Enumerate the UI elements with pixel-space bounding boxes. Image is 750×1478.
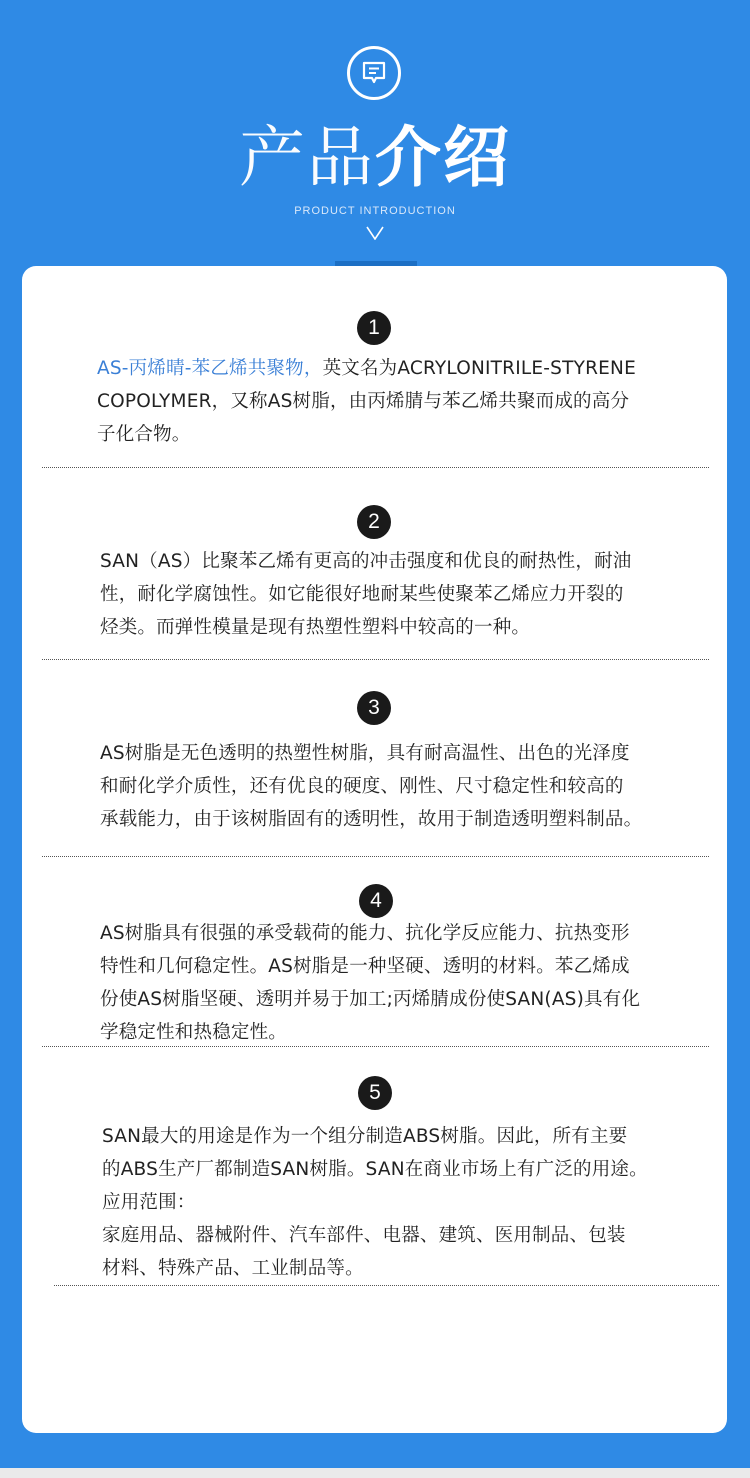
title-bold: 介绍 — [375, 119, 511, 196]
text-span: 英文名为ACRYLONITRILE-STYRENE — [322, 358, 636, 379]
dotted-divider — [42, 659, 709, 660]
text-line: 和耐化学介质性，还有优良的硬度、刚性、尺寸稳定性和较高的 — [100, 776, 624, 797]
text-line: 学稳定性和热稳定性。 — [100, 1022, 288, 1043]
page-header — [0, 0, 750, 266]
text-line: AS树脂具有很强的承受载荷的能力、抗化学反应能力、抗热变形 — [100, 923, 630, 944]
dotted-divider — [42, 467, 709, 468]
section-number: 3 — [357, 691, 391, 725]
section-text — [100, 737, 724, 836]
text-line: 子化合物。 — [97, 424, 191, 445]
text-line — [97, 352, 717, 385]
section-number: 4 — [359, 884, 393, 918]
text-line: 承载能力，由于该树脂固有的透明性，故用于制造透明塑料制品。 — [100, 809, 643, 830]
title-light: 产品 — [239, 119, 375, 196]
section-text — [102, 1120, 722, 1285]
section-text — [100, 917, 720, 1049]
text-line: AS树脂是无色透明的热塑性树脂，具有耐高温性、出色的光泽度 — [100, 743, 630, 764]
text-line: 烃类。而弹性模量是现有热塑性塑料中较高的一种。 — [100, 617, 531, 638]
text-line: COPOLYMER，又称AS树脂，由丙烯腈与苯乙烯共聚而成的高分 — [97, 391, 630, 412]
text-line: 应用范围： — [102, 1192, 196, 1213]
text-line: 性，耐化学腐蚀性。如它能很好地耐某些使聚苯乙烯应力开裂的 — [100, 584, 624, 605]
text-line: 份使AS树脂坚硬、透明并易于加工;丙烯腈成份使SAN(AS)具有化 — [100, 989, 641, 1010]
text-line: 的ABS生产厂都制造SAN树脂。SAN在商业市场上有广泛的用途。 — [102, 1159, 648, 1180]
page-subtitle: PRODUCT INTRODUCTION — [294, 205, 456, 217]
section-number: 2 — [357, 505, 391, 539]
chevron-down-icon — [366, 226, 384, 240]
dotted-divider — [54, 1285, 719, 1286]
dotted-divider — [42, 1046, 709, 1047]
text-line: SAN（AS）比聚苯乙烯有更高的冲击强度和优良的耐热性，耐油 — [100, 551, 632, 572]
dotted-divider — [42, 856, 709, 857]
section-number: 1 — [357, 311, 391, 345]
section-text — [100, 545, 720, 644]
page-title — [0, 118, 750, 198]
bottom-strip — [0, 1468, 750, 1478]
content-card — [22, 266, 727, 1433]
text-line: 家庭用品、器械附件、汽车部件、电器、建筑、医用制品、包装 — [102, 1225, 626, 1246]
text-line: SAN最大的用途是作为一个组分制造ABS树脂。因此，所有主要 — [102, 1126, 628, 1147]
text-line: 材料、特殊产品、工业制品等。 — [102, 1258, 364, 1279]
chat-bubble-icon — [347, 46, 401, 100]
text-line: 特性和几何稳定性。AS树脂是一种坚硬、透明的材料。苯乙烯成 — [100, 956, 630, 977]
section-text — [97, 352, 717, 451]
highlight-text: AS-丙烯晴-苯乙烯共聚物， — [97, 358, 323, 379]
section-number: 5 — [358, 1076, 392, 1110]
